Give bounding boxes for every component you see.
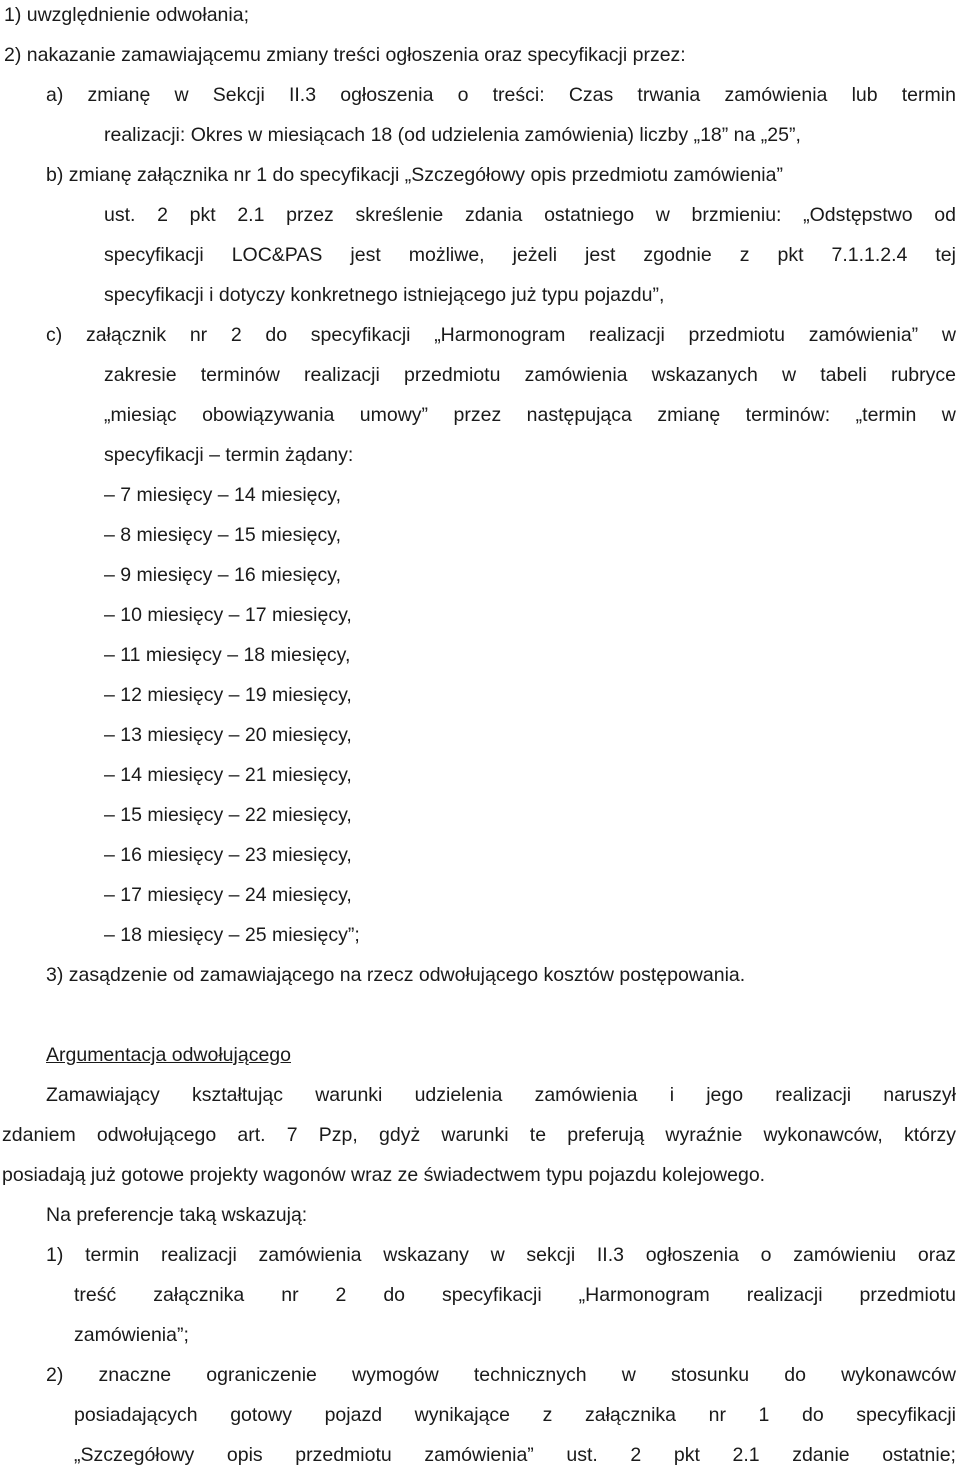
word: udzielenia <box>414 1084 503 1106</box>
word: oraz <box>917 1244 956 1266</box>
word: technicznych <box>473 1364 587 1386</box>
word: a) <box>46 84 64 106</box>
word: ogłoszenia <box>645 1244 739 1266</box>
word: następująca <box>526 404 632 426</box>
word: realizacji <box>303 364 380 386</box>
word: wykonawców <box>841 1364 956 1386</box>
word: w <box>782 364 797 386</box>
list-item-1 <box>46 1244 956 1266</box>
word: „miesiąc <box>104 404 177 426</box>
word: 2 <box>230 324 242 346</box>
list-item-3: 3) zasądzenie od zamawiającego na rzecz odwołującego kosztów postępowania. <box>46 964 746 986</box>
word: umowy” <box>359 404 429 426</box>
text-line <box>74 1404 956 1426</box>
word: zdania <box>464 204 523 226</box>
list-item-2c <box>46 324 956 346</box>
word: ostatnie; <box>882 1444 956 1466</box>
word: nr <box>708 1404 726 1426</box>
word: ust. <box>104 204 136 226</box>
word: tej <box>935 244 956 266</box>
word: gdyż <box>379 1124 421 1146</box>
word: 2.1 <box>732 1444 760 1466</box>
word: odwołującego <box>96 1124 217 1146</box>
word: pojazd <box>324 1404 383 1426</box>
word: jego <box>706 1084 744 1106</box>
term-item: – 7 miesięcy – 14 miesięcy, <box>104 484 341 506</box>
word: pkt <box>777 244 804 266</box>
text-line <box>104 364 956 386</box>
word: zamówienia” <box>808 324 919 346</box>
word: zakresie <box>104 364 177 386</box>
word: preferują <box>567 1124 645 1146</box>
word: 2 <box>157 204 168 226</box>
term-item: – 14 miesięcy – 21 miesięcy, <box>104 764 352 786</box>
word: od <box>934 204 956 226</box>
word: nr <box>189 324 208 346</box>
word: załącznika <box>584 1404 677 1426</box>
word: 2.1 <box>237 204 265 226</box>
text-line: specyfikacji i dotyczy konkretnego istniejącego już typu pojazdu”, <box>104 284 665 306</box>
word: którzy <box>903 1124 956 1146</box>
word: ograniczenie <box>206 1364 317 1386</box>
word: II.3 <box>596 1244 624 1266</box>
word: o <box>457 84 469 106</box>
word: znaczne <box>98 1364 172 1386</box>
word: z <box>739 244 750 266</box>
word: „Odstępstwo <box>803 204 913 226</box>
word: zmianę <box>87 84 151 106</box>
word: treść <box>74 1284 117 1306</box>
paragraph-line: posiadają już gotowe projekty wagonów wraz ze świadectwem typu pojazdu kolejowego. <box>2 1164 766 1186</box>
word: „Harmonogram <box>434 324 566 346</box>
word: o <box>760 1244 772 1266</box>
word: zamówienia <box>724 84 828 106</box>
word: specyfikacji <box>441 1284 542 1306</box>
text-line <box>104 204 956 226</box>
word: obowiązywania <box>202 404 335 426</box>
word: specyfikacji <box>104 244 204 266</box>
word: 7.1.1.2.4 <box>831 244 908 266</box>
word: warunki <box>441 1124 509 1146</box>
word: II.3 <box>288 84 317 106</box>
word: załącznika <box>153 1284 245 1306</box>
word: w <box>941 404 956 426</box>
word: specyfikacji <box>856 1404 956 1426</box>
word: gotowy <box>230 1404 292 1426</box>
word: 2 <box>335 1284 347 1306</box>
term-item: – 11 miesięcy – 18 miesięcy, <box>104 644 351 666</box>
word: treści: <box>492 84 545 106</box>
word: Sekcji <box>212 84 265 106</box>
word: przedmiotu <box>295 1444 392 1466</box>
word: Zamawiający <box>46 1084 160 1106</box>
word: nr <box>281 1284 299 1306</box>
list-item-1: 1) uwzględnienie odwołania; <box>4 4 249 26</box>
text-line: specyfikacji – termin żądany: <box>104 444 354 466</box>
word: Czas <box>568 84 614 106</box>
word: realizacji <box>775 1084 852 1106</box>
term-item: – 15 miesięcy – 22 miesięcy, <box>104 804 352 826</box>
word: ust. <box>566 1444 598 1466</box>
word: zdanie <box>792 1444 850 1466</box>
word: skreślenie <box>355 204 444 226</box>
word: w <box>941 324 956 346</box>
section-heading: Argumentacja odwołującego <box>46 1044 291 1066</box>
word: w <box>655 204 670 226</box>
word: tabeli <box>820 364 867 386</box>
word: LOC&PAS <box>231 244 323 266</box>
word: 2 <box>630 1444 642 1466</box>
word: termin <box>85 1244 140 1266</box>
term-item: – 13 miesięcy – 20 miesięcy, <box>104 724 352 746</box>
word: c) <box>46 324 63 346</box>
word: z <box>542 1404 553 1426</box>
word: zamówieniu <box>793 1244 897 1266</box>
text-line <box>74 1444 956 1466</box>
word: „Harmonogram <box>578 1284 710 1306</box>
word: załącznik <box>85 324 167 346</box>
word: zdaniem <box>2 1124 76 1146</box>
word: ogłoszenia <box>340 84 434 106</box>
word: przedmiotu <box>859 1284 956 1306</box>
word: w <box>174 84 189 106</box>
word: realizacji <box>589 324 665 346</box>
text-line: zamówienia”; <box>74 1324 189 1346</box>
paragraph-line: Na preferencje taką wskazują: <box>46 1204 308 1226</box>
word: ostatniego <box>544 204 635 226</box>
word: wyraźnie <box>665 1124 743 1146</box>
word: 1) <box>46 1244 64 1266</box>
list-item-2a <box>46 84 956 106</box>
word: wskazany <box>383 1244 469 1266</box>
word: termin <box>901 84 956 106</box>
word: jeżeli <box>512 244 558 266</box>
word: trwania <box>637 84 701 106</box>
term-item: – 12 miesięcy – 19 miesięcy, <box>104 684 352 706</box>
word: terminów: <box>745 404 831 426</box>
word: 1 <box>758 1404 770 1426</box>
word: możliwe, <box>408 244 485 266</box>
word: jest <box>350 244 381 266</box>
word: jest <box>585 244 616 266</box>
word: wskazanych <box>651 364 758 386</box>
word: pkt <box>673 1444 700 1466</box>
list-item-2: 2) nakazanie zamawiającemu zmiany treści ogłoszenia oraz specyfikacji przez: <box>4 44 686 66</box>
term-item: – 16 miesięcy – 23 miesięcy, <box>104 844 352 866</box>
word: terminów <box>200 364 280 386</box>
word: zamówienia <box>258 1244 362 1266</box>
text-line: realizacji: Okres w miesiącach 18 (od udzielenia zamówienia) liczby „18” na „25”, <box>104 124 801 146</box>
word: do <box>383 1284 406 1306</box>
word: 2) <box>46 1364 64 1386</box>
word: rubryce <box>890 364 956 386</box>
paragraph-line <box>46 1084 956 1106</box>
word: i <box>669 1084 675 1106</box>
list-item-2 <box>46 1364 956 1386</box>
word: w <box>490 1244 505 1266</box>
word: przedmiotu <box>403 364 501 386</box>
word: do <box>265 324 288 346</box>
word: „Szczegółowy <box>74 1444 195 1466</box>
word: „termin <box>855 404 917 426</box>
word: wymogów <box>352 1364 439 1386</box>
word: posiadających <box>74 1404 198 1426</box>
term-item: – 17 miesięcy – 24 miesięcy, <box>104 884 352 906</box>
term-item: – 8 miesięcy – 15 miesięcy, <box>104 524 341 546</box>
word: wynikające <box>414 1404 511 1426</box>
word: przedmiotu <box>688 324 786 346</box>
word: do <box>784 1364 806 1386</box>
word: te <box>529 1124 547 1146</box>
word: zamówienia <box>524 364 628 386</box>
word: wykonawców, <box>763 1124 883 1146</box>
word: warunki <box>315 1084 383 1106</box>
word: kształtując <box>191 1084 284 1106</box>
term-item: – 10 miesięcy – 17 miesięcy, <box>104 604 352 626</box>
word: specyfikacji <box>310 324 411 346</box>
word: lub <box>851 84 878 106</box>
word: zamówienia <box>534 1084 638 1106</box>
word: sekcji <box>526 1244 576 1266</box>
word: zgodnie <box>643 244 712 266</box>
word: przez <box>286 204 334 226</box>
word: przez <box>453 404 502 426</box>
word: stosunku <box>671 1364 750 1386</box>
text-line <box>104 244 956 266</box>
word: realizacji <box>746 1284 823 1306</box>
term-item: – 18 miesięcy – 25 miesięcy”; <box>104 924 360 946</box>
list-item-2b: b) zmianę załącznika nr 1 do specyfikacji „Szczegółowy opis przedmiotu zamówienia” <box>46 164 783 186</box>
word: art. <box>237 1124 266 1146</box>
word: w <box>621 1364 636 1386</box>
word: Pzp, <box>318 1124 358 1146</box>
word: do <box>802 1404 824 1426</box>
word: naruszył <box>883 1084 956 1106</box>
paragraph-line <box>2 1124 956 1146</box>
word: 7 <box>286 1124 298 1146</box>
term-item: – 9 miesięcy – 16 miesięcy, <box>104 564 341 586</box>
word: realizacji <box>160 1244 237 1266</box>
text-line <box>104 404 956 426</box>
word: pkt <box>189 204 216 226</box>
text-line <box>74 1284 956 1306</box>
word: opis <box>226 1444 263 1466</box>
word: zmianę <box>657 404 721 426</box>
word: zamówienia” <box>424 1444 534 1466</box>
word: brzmieniu: <box>691 204 782 226</box>
